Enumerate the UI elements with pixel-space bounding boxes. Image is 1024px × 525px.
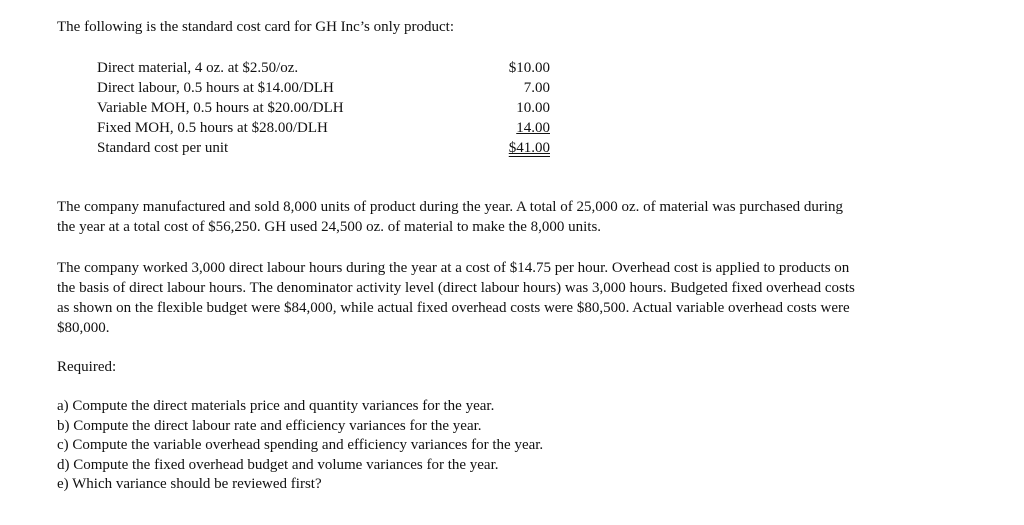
standard-cost-card xyxy=(97,58,557,158)
cost-card-row xyxy=(97,58,557,78)
paragraph-line: $80,000. xyxy=(57,320,110,336)
cost-card-total-row xyxy=(97,138,557,158)
paragraph-labour-overhead xyxy=(57,258,987,338)
requirement-item: c) Compute the variable overhead spending and efficiency variances for the year. xyxy=(57,437,544,453)
cost-item-amount: $10.00 xyxy=(508,60,550,76)
paragraph-line: the basis of direct labour hours. The denominator activity level (direct labour hours) was 3,000 hours. Budgeted fixed overhead costs xyxy=(57,280,855,296)
paragraph-line: The company manufactured and sold 8,000 units of product during the year. A total of 25,000 oz. of material was purchased during xyxy=(57,199,844,215)
requirement-item: b) Compute the direct labour rate and efficiency variances for the year. xyxy=(57,417,482,434)
total-amount: $41.00 xyxy=(508,140,550,156)
cost-card-row xyxy=(97,118,557,138)
requirements-list xyxy=(57,397,543,495)
intro-text: The following is the standard cost card for GH Inc’s only product: xyxy=(57,19,454,35)
cost-item-amount-underlined: 14.00 xyxy=(516,120,550,136)
paragraph-line: as shown on the flexible budget were $84,000, while actual fixed overhead costs were $80,500. Actual variable overhead costs were xyxy=(57,300,850,316)
total-label: Standard cost per unit xyxy=(97,140,229,156)
requirement-item: a) Compute the direct materials price and quantity variances for the year. xyxy=(57,398,495,414)
required-heading: Required: xyxy=(57,359,117,375)
cost-card-row xyxy=(97,98,557,118)
cost-item-amount: 7.00 xyxy=(523,80,550,96)
requirement-item: e) Which variance should be reviewed first? xyxy=(57,476,322,492)
paragraph-line: The company worked 3,000 direct labour hours during the year at a cost of $14.75 per hour. Overhead cost is applied to products on xyxy=(57,260,850,276)
cost-item-label: Fixed MOH, 0.5 hours at $28.00/DLH xyxy=(97,120,328,136)
cost-item-label: Variable MOH, 0.5 hours at $20.00/DLH xyxy=(97,100,344,116)
cost-item-label: Direct material, 4 oz. at $2.50/oz. xyxy=(97,60,299,76)
paragraph-production xyxy=(57,197,987,237)
cost-item-amount: 10.00 xyxy=(516,100,550,116)
paragraph-line: the year at a total cost of $56,250. GH used 24,500 oz. of material to make the 8,000 units. xyxy=(57,219,602,235)
requirement-item: d) Compute the fixed overhead budget and volume variances for the year. xyxy=(57,456,499,473)
cost-card-row xyxy=(97,78,557,98)
cost-item-label: Direct labour, 0.5 hours at $14.00/DLH xyxy=(97,80,334,96)
